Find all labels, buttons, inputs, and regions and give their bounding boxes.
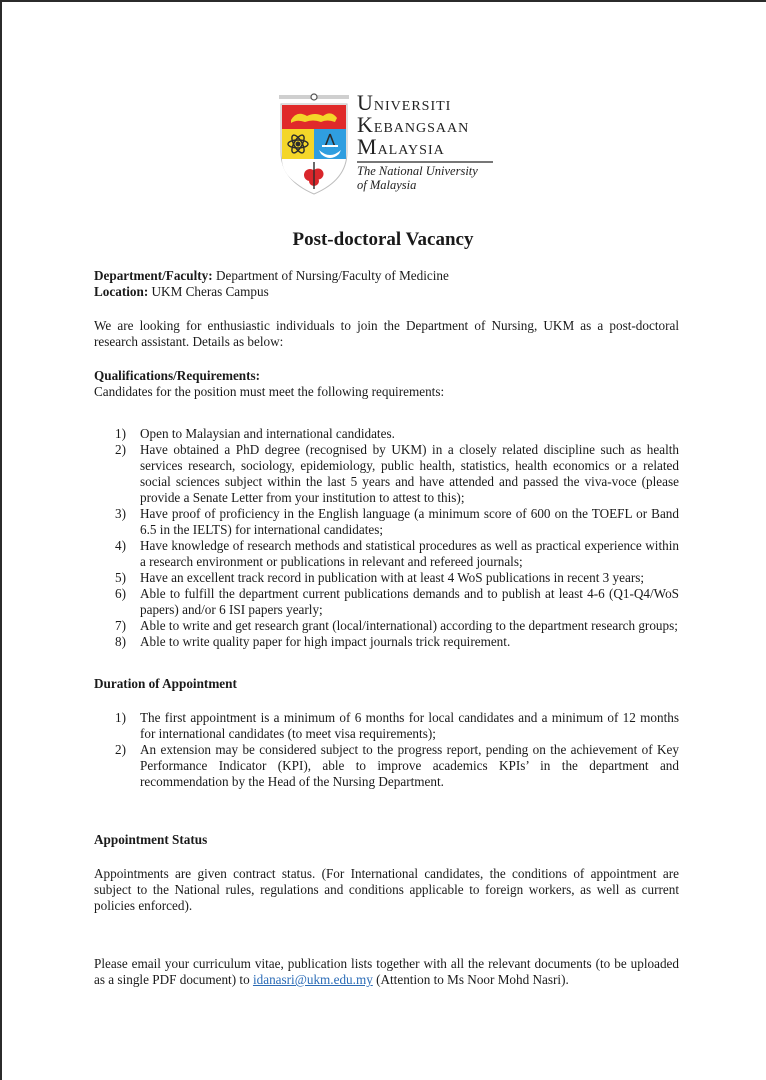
department-line (94, 268, 679, 284)
spacer (94, 650, 679, 676)
spacer (94, 816, 679, 832)
wordmark-cap: K (357, 112, 374, 137)
university-wordmark (357, 92, 497, 191)
crest-blue-quarter (314, 129, 346, 159)
wordmark-rest: ALAYSIA (377, 143, 445, 158)
list-number: 7) (115, 618, 126, 633)
list-item (94, 742, 679, 790)
spacer (94, 400, 679, 426)
qualifications-heading: Qualifications/Requirements: (94, 368, 261, 383)
wordmark-line-2 (357, 114, 497, 136)
contact-text-after: (Attention to Ms Noor Mohd Nasri). (372, 972, 569, 987)
list-number: 4) (115, 538, 126, 553)
spacer (94, 848, 679, 866)
list-number: 1) (115, 710, 126, 725)
wordmark-cap: U (357, 90, 374, 115)
list-text: Have knowledge of research methods and statistical procedures as well as practical experience within a research environment or publications in relevant and refereed journals; (140, 538, 679, 569)
list-item (94, 634, 679, 650)
list-text: Open to Malaysian and international candidates. (140, 426, 395, 441)
list-item (94, 426, 679, 442)
list-text: Able to write quality paper for high impact journals trick requirement. (140, 634, 511, 649)
spacer (94, 914, 679, 940)
list-text: Have obtained a PhD degree (recognised by UKM) in a closely related discipline such as health services research, sociology, epidemiology, public health, statistics, health economics or a related social sciences subject within the last 5 years and have attended and passed the viva-voce (please provide a Senate Letter from your institution to attest to this); (140, 442, 679, 505)
list-number: 5) (115, 570, 126, 585)
document-title: Post-doctoral Vacancy (292, 229, 474, 250)
qualifications-list (94, 426, 679, 650)
location-value: UKM Cheras Campus (148, 284, 269, 299)
wordmark-cap: M (357, 134, 378, 159)
status-paragraph: Appointments are given contract status. (For International candidates, the conditions of appointment are subject to the National rules, regulations and conditions applicable to foreign workers, as well as current policies enforced). (94, 866, 679, 913)
list-item (94, 506, 679, 538)
list-text: Able to fulfill the department current publications demands and to publish at least 4-6 (Q1-Q4/WoS papers) and/or 6 ISI papers yearly; (140, 586, 679, 617)
list-number: 8) (115, 634, 126, 649)
page-edge-top (0, 0, 766, 2)
department-label: Department/Faculty: (94, 268, 213, 283)
spacer (94, 300, 679, 318)
location-label: Location: (94, 284, 149, 299)
wordmark-line-3 (357, 136, 497, 158)
status-heading: Appointment Status (94, 832, 208, 847)
list-number: 2) (115, 742, 126, 757)
qualifications-lead: Candidates for the position must meet the following requirements: (94, 384, 445, 399)
contact-text-before: Please email your curriculum vitae, publication lists together with all the relevant documents (to be uploaded as a single PDF document) to (94, 956, 679, 987)
document-body (94, 268, 679, 988)
university-logo (277, 92, 497, 197)
list-item (94, 570, 679, 586)
duration-list (94, 710, 679, 790)
list-text: The first appointment is a minimum of 6 months for local candidates and a minimum of 12 months for international candidates (to meet visa requirements); (140, 710, 679, 741)
spacer (94, 940, 679, 956)
list-text: Have an excellent track record in publication with at least 4 WoS publications in recent 3 years; (140, 570, 645, 585)
spacer (94, 692, 679, 710)
wordmark-rest: NIVERSITI (373, 99, 452, 114)
list-item (94, 710, 679, 742)
list-text: An extension may be considered subject to the progress report, pending on the achievement of Key Performance Indicator (KPI), able to improve academics KPIs’ in the department and recommendation by the Head of the Nursing Department. (140, 742, 679, 789)
list-number: 6) (115, 586, 126, 601)
contact-paragraph (94, 956, 679, 988)
list-text: Able to write and get research grant (local/international) according to the department research groups; (140, 618, 678, 633)
list-number: 3) (115, 506, 126, 521)
list-item (94, 442, 679, 506)
list-item (94, 538, 679, 570)
duration-heading: Duration of Appointment (94, 676, 237, 691)
page-edge-left (0, 0, 2, 1080)
list-number: 2) (115, 442, 126, 457)
spacer (94, 790, 679, 816)
intro-paragraph: We are looking for enthusiastic individuals to join the Department of Nursing, UKM as a post-doctoral research assistant. Details as below: (94, 318, 679, 349)
list-text: Have proof of proficiency in the English language (a minimum score of 600 on the TOEFL or Band 6.5 in the IELTS) for international candidates; (140, 506, 679, 537)
email-link[interactable]: idanasri@ukm.edu.my (252, 972, 373, 987)
wordmark-rest: EBANGSAAN (373, 121, 470, 136)
wordmark-subtitle-1: The National University (357, 163, 478, 178)
location-line (94, 284, 679, 300)
wordmark-line-1 (357, 92, 497, 114)
crest-book-ring (311, 94, 317, 100)
university-crest-icon (277, 92, 351, 197)
wordmark-subtitle-2: of Malaysia (357, 177, 417, 192)
spacer (94, 350, 679, 368)
list-number: 1) (115, 426, 126, 441)
department-value: Department of Nursing/Faculty of Medicine (212, 268, 449, 283)
list-item (94, 586, 679, 618)
wordmark-divider (357, 161, 493, 163)
list-item (94, 618, 679, 634)
